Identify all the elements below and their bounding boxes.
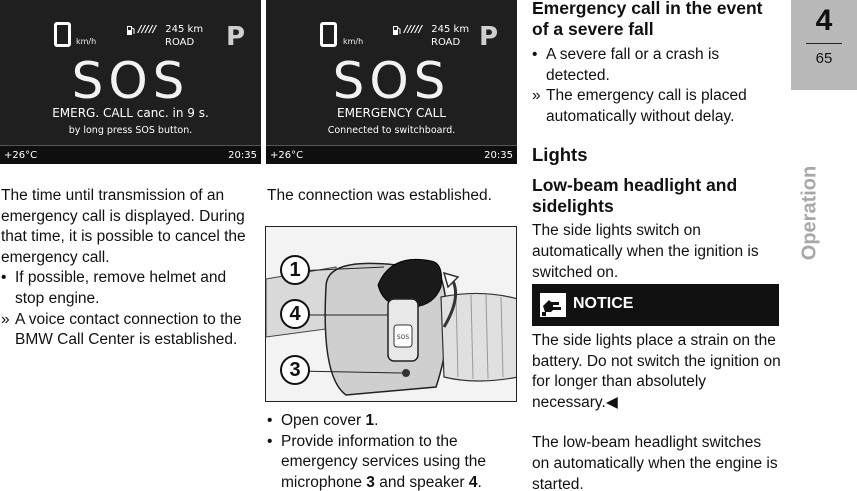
tft-display-cancel-countdown [0, 0, 261, 164]
display-status-bar [266, 145, 517, 164]
display-message-sub: Connected to switchboard. [327, 125, 456, 136]
left-column [1, 186, 251, 351]
display-message-main: EMERGENCY CALL [337, 106, 446, 120]
ref-speaker: 4 [468, 473, 478, 491]
sos-title: SOS [71, 52, 190, 110]
list-item: • A severe fall or a crash is detected. [532, 46, 720, 84]
range-readout: 245 km [165, 24, 204, 35]
callout-cover: 1 [280, 255, 310, 285]
chapter-tab [791, 0, 857, 90]
list-item: • Provide information to the emergency services using the microphone 3 and speaker 4. [267, 432, 487, 491]
range-readout: 245 km [431, 24, 470, 35]
display-status-bar [0, 145, 261, 164]
speed-unit: km/h [343, 37, 364, 46]
notice-body [532, 331, 782, 491]
tft-display-connected [266, 0, 517, 164]
gear-indicator: P [479, 22, 499, 52]
list-item: » The emergency call is placed automatically without delay. [532, 87, 747, 125]
clock: 20:35 [484, 150, 513, 161]
fuel-gauge [393, 24, 469, 35]
fuel-level-bars: ///// [138, 24, 157, 35]
ref-cover: 1 [365, 412, 375, 429]
sos-title: SOS [332, 52, 451, 110]
notice-label: NOTICE [573, 295, 634, 312]
list-item: » A voice contact connection to the BMW Call Center is established. [1, 310, 242, 349]
right-column [532, 0, 782, 283]
fall-list [532, 45, 782, 127]
section-name: Operation [798, 165, 821, 261]
fuel-pump-icon [127, 25, 135, 35]
fuel-level-bars: ///// [404, 24, 423, 35]
lowbeam-text: The low-beam headlight switches on automatically when the engine is started. [532, 434, 778, 491]
notice-banner [532, 284, 779, 326]
page-number: 65 [815, 50, 833, 67]
heading-lights: Lights [532, 144, 588, 166]
bullet-marker: • [1, 269, 7, 287]
fuel-gauge [127, 24, 203, 35]
callout-microphone: 3 [280, 355, 310, 385]
ref-microphone: 3 [366, 473, 375, 491]
riding-mode: ROAD [165, 37, 195, 48]
countdown-explanation: The time until transmission of an emergency call is displayed. During that time, it is possible to cancel the emergency call. [1, 187, 246, 266]
clock: 20:35 [228, 150, 257, 161]
list-item: • Open cover 1. [267, 412, 379, 429]
ambient-temperature: +26°C [270, 150, 304, 161]
end-of-notice-icon: ◀ [605, 393, 618, 411]
fuel-pump-icon [393, 25, 401, 35]
heading-lowbeam: Low-beam headlight and sidelights [532, 175, 738, 217]
callout-speaker: 4 [280, 299, 310, 329]
gear-indicator: P [226, 22, 246, 52]
section-label [798, 165, 823, 261]
middle-instruction-list [267, 411, 517, 491]
result-marker: » [1, 310, 10, 328]
chapter-number: 4 [815, 4, 833, 37]
heading-emergency-fall: Emergency call in the event of a severe fall [532, 0, 763, 39]
ambient-temperature: +26°C [4, 150, 38, 161]
speed-digit-icon [320, 22, 337, 47]
speed-unit: km/h [76, 37, 97, 46]
divider [806, 43, 842, 44]
display-message-main: EMERG. CALL canc. in 9 s. [52, 106, 209, 120]
left-instruction-list [1, 268, 251, 350]
connection-caption: The connection was established. [267, 187, 492, 204]
sidelights-text: The side lights switch on automatically when the ignition is switched on. [532, 222, 759, 281]
display-message-sub: by long press SOS button. [68, 125, 193, 136]
svg-text:SOS: SOS [396, 334, 410, 341]
notice-hand-icon [539, 292, 567, 318]
list-item: • If possible, remove helmet and stop engine. [1, 269, 227, 307]
riding-mode: ROAD [431, 37, 461, 48]
handlebar-sos-button-photo [265, 226, 517, 402]
speed-digit-icon [54, 22, 71, 47]
notice-text: The side lights place a strain on the battery. Do not switch the ignition on for longer than absolutely necessary. [532, 332, 781, 411]
